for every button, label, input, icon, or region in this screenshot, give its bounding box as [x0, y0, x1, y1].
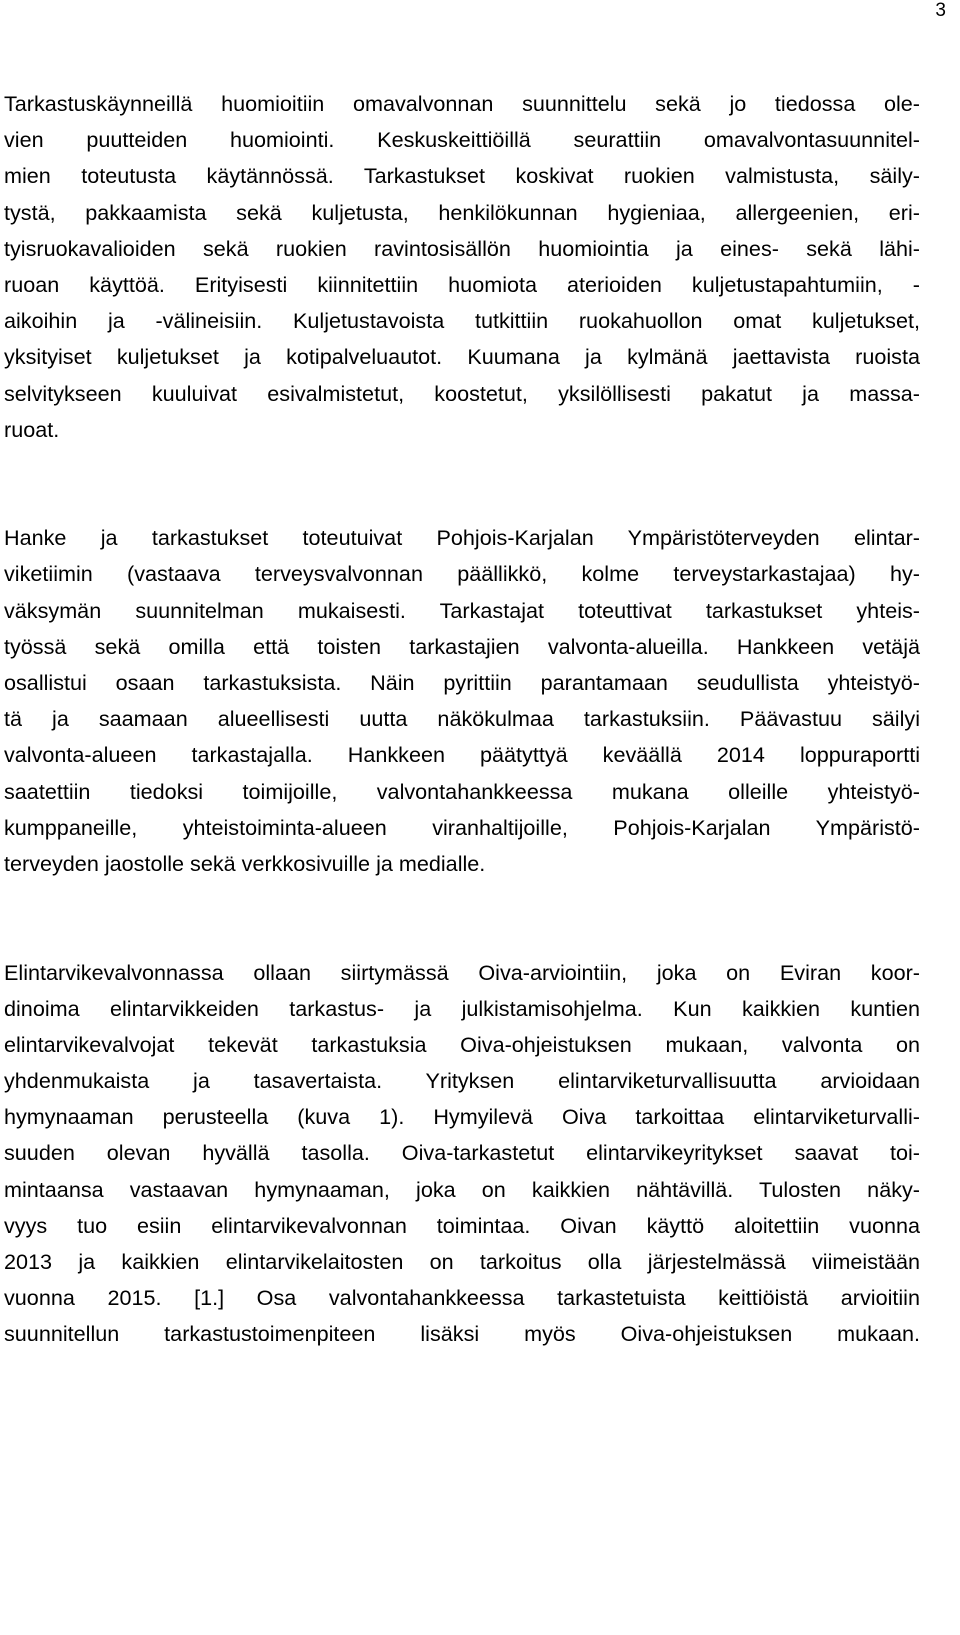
text-line: selvitykseen kuuluivat esivalmistetut, koostetut, yksilöllisesti pakatut ja massa- [4, 380, 920, 406]
text-line: hymynaaman perusteella (kuva 1). Hymyilevä Oiva tarkoittaa elintarviketurvalli- [4, 1104, 920, 1130]
text-line: vien puutteiden huomiointi. Keskuskeittiöillä seurattiin omavalvontasuunnitel- [4, 127, 920, 153]
text-line: ruoan käyttöä. Erityisesti kiinnitettiin huomiota aterioiden kuljetustapahtumiin, - [4, 271, 920, 297]
paragraph-project-implementation [0, 520, 960, 882]
text-line: terveyden jaostolle sekä verkkosivuille ja medialle. [4, 850, 486, 876]
text-line: valvonta-alueen tarkastajalla. Hankkeen päätyttyä keväällä 2014 loppuraportti [4, 742, 920, 768]
text-line: mintaansa vastaavan hymynaaman, joka on kaikkien nähtävillä. Tulosten näky- [4, 1176, 920, 1202]
text-line: Hanke ja tarkastukset toteutuivat Pohjois-Karjalan Ympäristöterveyden elintar- [4, 525, 920, 551]
document-body [0, 86, 960, 1353]
text-line: Elintarvikevalvonnassa ollaan siirtymässä Oiva-arviointiin, joka on Eviran koor- [4, 959, 920, 985]
text-line: tystä, pakkaamista sekä kuljetusta, henkilökunnan hygieniaa, allergeenien, eri- [4, 199, 920, 225]
text-line: Tarkastuskäynneillä huomioitiin omavalvonnan suunnittelu sekä jo tiedossa ole- [4, 91, 920, 116]
text-line: aikoihin ja -välineisiin. Kuljetustavoista tutkittiin ruokahuollon omat kuljetukset, [4, 308, 920, 334]
paragraph-spacer [0, 448, 960, 520]
paragraph-inspection-visits [0, 86, 960, 448]
paragraph-spacer [0, 882, 960, 954]
text-line: vuonna 2015. [1.] Osa valvontahankkeessa tarkastetuista keittiöistä arvioitiin [4, 1285, 920, 1311]
text-line: 2013 ja kaikkien elintarvikelaitosten on tarkoitus olla järjestelmässä viimeistään [4, 1249, 920, 1275]
text-line: saatettiin tiedoksi toimijoille, valvontahankkeessa mukana olleille yhteistyö- [4, 778, 920, 804]
text-line: viketiimin (vastaava terveysvalvonnan päällikkö, kolme terveystarkastajaa) hy- [4, 561, 920, 587]
text-line: suunnitellun tarkastustoimenpiteen lisäksi myös Oiva-ohjeistuksen mukaan. [4, 1321, 920, 1347]
text-line: suuden olevan hyvällä tasolla. Oiva-tarkastetut elintarvikeyritykset saavat toi- [4, 1140, 920, 1166]
text-line: osallistui osaan tarkastuksista. Näin pyrittiin parantamaan seudullista yhteistyö- [4, 670, 920, 696]
text-line: yhdenmukaista ja tasavertaista. Yrityksen elintarviketurvallisuutta arvioidaan [4, 1068, 920, 1094]
text-line: ruoat. [4, 416, 60, 442]
text-line: väksymän suunnitelman mukaisesti. Tarkastajat toteuttivat tarkastukset yhteis- [4, 597, 920, 623]
text-line: kumppaneille, yhteistoiminta-alueen viranhaltijoille, Pohjois-Karjalan Ympäristö- [4, 814, 920, 840]
text-line: elintarvikevalvojat tekevät tarkastuksia Oiva-ohjeistuksen mukaan, valvonta on [4, 1031, 920, 1057]
text-line: vyys tuo esiin elintarvikevalvonnan toimintaa. Oivan käyttö aloitettiin vuonna [4, 1212, 920, 1238]
page-number: 3 [935, 0, 946, 21]
text-line: tä ja saamaan alueellisesti uutta näkökulmaa tarkastuksiin. Päävastuu säilyi [4, 706, 920, 732]
text-line: mien toteutusta käytännössä. Tarkastukset koskivat ruokien valmistusta, säily- [4, 163, 920, 189]
text-line: yksityiset kuljetukset ja kotipalveluautot. Kuumana ja kylmänä jaettavista ruoista [4, 344, 920, 370]
paragraph-oiva-assessment [0, 955, 960, 1353]
text-line: työssä sekä omilla että toisten tarkastajien valvonta-alueilla. Hankkeen vetäjä [4, 633, 920, 659]
text-line: tyisruokavalioiden sekä ruokien ravintosisällön huomiointia ja eines- sekä lähi- [4, 235, 920, 261]
text-line: dinoima elintarvikkeiden tarkastus- ja julkistamisohjelma. Kun kaikkien kuntien [4, 995, 920, 1021]
